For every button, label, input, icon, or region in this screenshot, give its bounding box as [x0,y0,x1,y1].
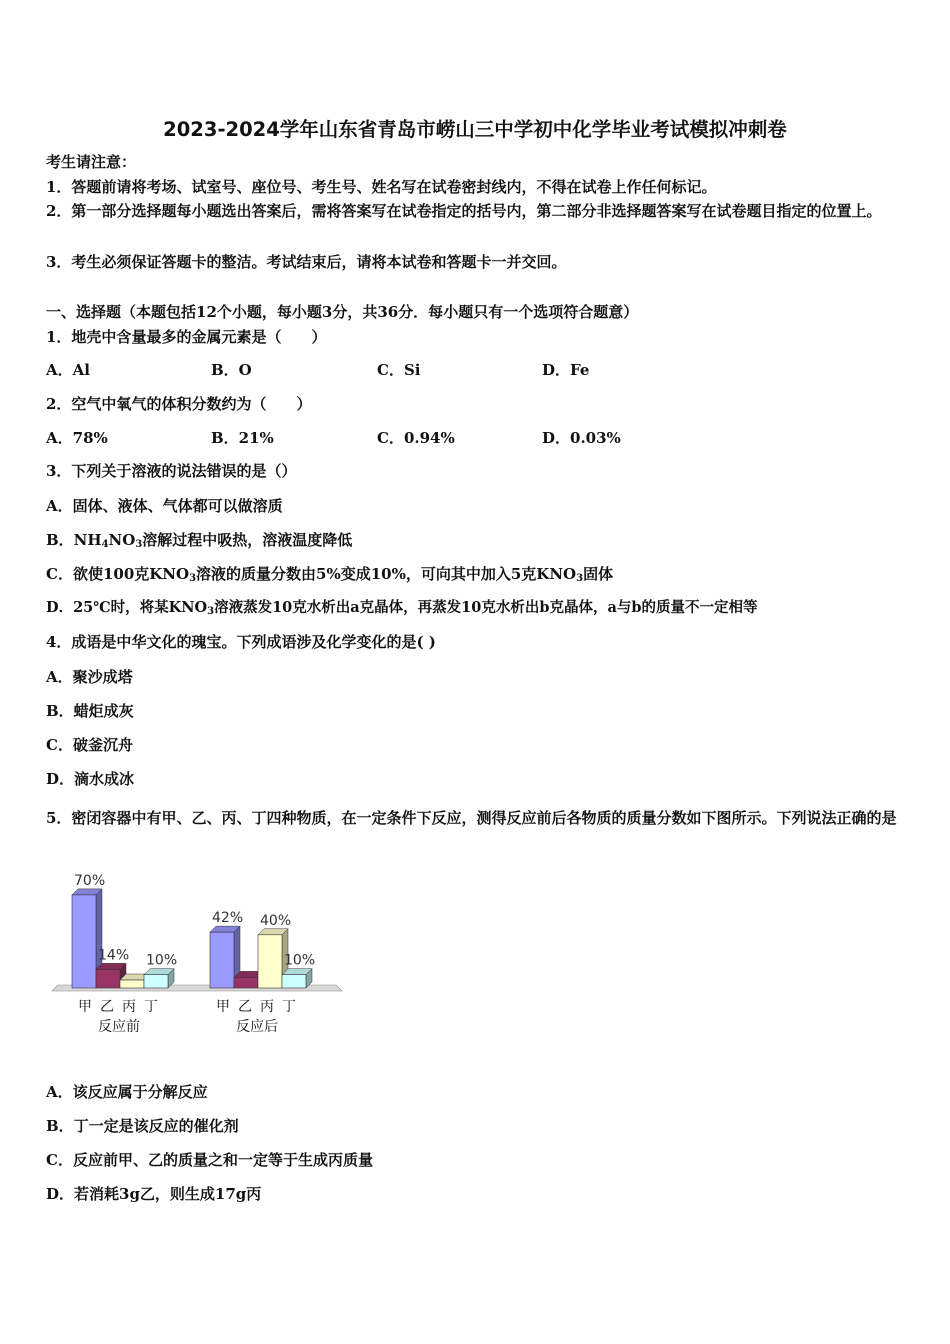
group-title-0: 反应前 [98,1019,140,1035]
q3-option-b: B．$NH_4NO_3$溶解过程中吸热，溶液温度降低 [46,531,353,550]
data-label-0-1: 14% [98,947,130,964]
q2-option-a: A．78% [46,429,108,447]
q5-option-a: A．该反应属于分解反应 [46,1083,208,1101]
bar-0-3 [144,975,168,988]
q1-option-a: A．Al [46,361,90,379]
q4-option-d: D．滴水成冰 [46,770,135,788]
q3-option-a: A．固体、液体、气体都可以做溶质 [46,497,283,515]
notice-heading: 考生请注意： [46,153,137,171]
q1-option-d: D．Fe [542,361,590,379]
bar-0-1 [96,969,120,988]
group-title-1: 反应后 [236,1019,278,1035]
q4-option-c: C．破釜沉舟 [46,736,133,754]
q4-option-b: B．蜡炬成灰 [46,702,134,720]
category-label-0-1: 乙 [100,999,114,1015]
notice-item-3: 3．考生必须保证答题卡的整洁。考试结束后，请将本试卷和答题卡一并交回。 [46,253,567,271]
bar-1-2 [258,935,282,988]
category-label-0-2: 丙 [122,999,136,1015]
q3-option-c: C．欲使100克$KNO_3$溶液的质量分数由5%变成10%，可向其中加入5克$KNO_3$固体 [46,565,614,584]
category-label-1-0: 甲 [216,999,230,1015]
category-label-0-0: 甲 [78,999,92,1015]
q2-option-d: D．0.03% [542,429,621,447]
bar-1-1 [234,977,258,988]
notice-item-2: 2．第一部分选择题每小题选出答案后，需将答案写在试卷指定的括号内，第二部分非选择题答案写在试卷题目指定的位置上。 [46,202,882,220]
notice-item-1: 1．答题前请将考场、试室号、座位号、考生号、姓名写在试卷密封线内，不得在试卷上作任何标记。 [46,178,717,196]
bar-0-0 [72,895,96,988]
q1-stem: 1．地壳中含量最多的金属元素是（ ） [46,328,327,346]
mass-fraction-bar-chart [40,865,360,1045]
q5-option-c: C．反应前甲、乙的质量之和一定等于生成丙质量 [46,1151,373,1169]
data-label-1-2: 40% [260,912,292,929]
data-label-0-3: 10% [146,952,178,969]
q3-option-d: D．25℃时，将某$KNO_3$溶液蒸发10克水析出a克晶体，再蒸发10克水析出b克晶体，a与b的质量不一定相等 [46,599,758,617]
section-heading: 一、选择题（本题包括12个小题，每小题3分，共36分．每小题只有一个选项符合题意） [46,303,639,321]
category-label-0-3: 丁 [144,999,158,1015]
data-label-1-3: 10% [284,952,316,969]
q5-stem: 5．密闭容器中有甲、乙、丙、丁四种物质，在一定条件下反应，测得反应前后各物质的质量分数如下图所示。下列说法正确的是 [46,809,897,827]
q5-option-d: D．若消耗3g乙，则生成17g丙 [46,1185,262,1203]
q2-stem: 2．空气中氧气的体积分数约为（ ） [46,395,312,413]
q5-option-b: B．丁一定是该反应的催化剂 [46,1117,239,1135]
bar-1-3 [282,975,306,988]
q3-stem: 3．下列关于溶液的说法错误的是（） [46,462,297,480]
q2-option-b: B．21% [211,429,274,447]
data-label-0-0: 70% [74,872,106,889]
bar-0-2 [120,980,144,988]
category-label-1-3: 丁 [282,999,296,1015]
bar-1-0 [210,932,234,988]
q4-stem: 4．成语是中华文化的瑰宝。下列成语涉及化学变化的是( ) [46,633,436,651]
data-label-1-0: 42% [212,910,244,927]
category-label-1-1: 乙 [238,999,252,1015]
q4-option-a: A．聚沙成塔 [46,668,133,686]
page-title: 2023-2024学年山东省青岛市崂山三中学初中化学毕业考试模拟冲刺卷 [163,118,787,141]
q1-option-b: B．O [211,361,252,379]
category-label-1-2: 丙 [260,999,274,1015]
q2-option-c: C．0.94% [377,429,455,447]
q1-option-c: C．Si [377,361,421,379]
